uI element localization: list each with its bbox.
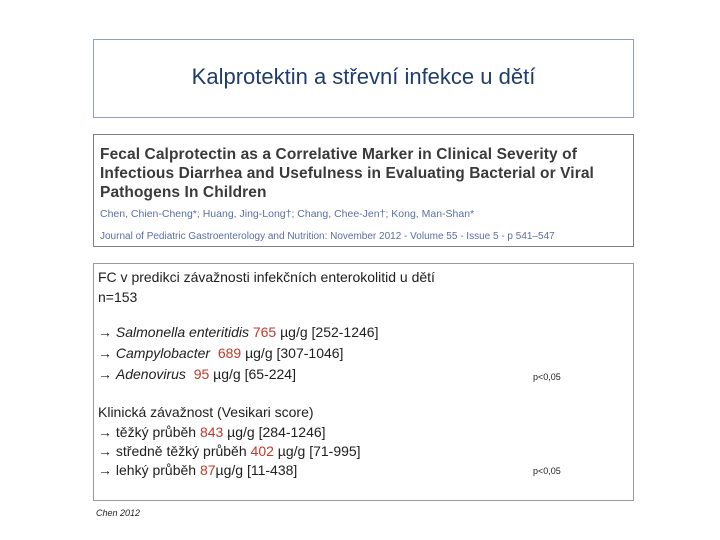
pathogen-value: 765 <box>252 324 277 340</box>
severity-range: µg/g [11-438] <box>215 462 298 478</box>
pathogen-name: Campylobacter <box>115 345 211 361</box>
source-footnote: Chen 2012 <box>96 508 141 518</box>
arrow: → <box>98 345 116 361</box>
arrow: → <box>98 324 116 340</box>
pathogen-row <box>98 365 296 385</box>
p-value-pathogens: p<0,05 <box>533 372 561 382</box>
pathogen-row <box>98 344 343 364</box>
pathogen-name: Adenovirus <box>115 366 186 382</box>
arrow: → <box>98 366 116 382</box>
severity-range: µg/g [284-1246] <box>223 424 326 440</box>
severity-range: µg/g [71-995] <box>273 443 361 459</box>
pathogen-range: µg/g [307-1046] <box>241 345 344 361</box>
intro-line-2: n=153 <box>98 289 138 305</box>
paper-citation-image <box>93 134 634 247</box>
pathogen-range: µg/g [65-224] <box>209 366 296 382</box>
pathogen-value: 689 <box>217 345 242 361</box>
pathogen-range: µg/g [252-1246] <box>276 324 379 340</box>
severity-row <box>98 423 326 443</box>
severity-label: → středně těžký průběh <box>98 443 251 459</box>
severity-heading: Klinická závažnost (Vesikari score) <box>98 404 314 420</box>
paper-title: Fecal Calprotectin as a Correlative Marker in Clinical Severity of Infectious Diarrhea and Usefulness in Evaluating Bacterial or Viral Pathogens In Children <box>100 146 594 201</box>
pathogen-value: 95 <box>193 366 210 382</box>
pathogen-row <box>98 323 378 343</box>
p-value-severity: p<0,05 <box>533 466 561 476</box>
pathogen-name: Salmonella enteritidis <box>115 324 249 340</box>
paper-authors: Chen, Chien-Cheng*; Huang, Jing-Long†; Chang, Chee-Jen†; Kong, Man-Shan* <box>100 208 475 220</box>
title-box <box>93 39 634 118</box>
severity-label: → těžký průběh <box>98 424 200 440</box>
severity-value: 402 <box>250 443 274 459</box>
severity-value: 87 <box>199 462 216 478</box>
severity-row <box>98 442 361 462</box>
severity-value: 843 <box>199 424 224 440</box>
paper-journal: Journal of Pediatric Gastroenterology and Nutrition: November 2012 - Volume 55 - Issue 5 - p 541–547 <box>100 231 555 242</box>
intro-line-1: FC v predikci závažnosti infekčních enterokolitid u dětí <box>98 269 435 285</box>
slide-title: Kalprotektin a střevní infekce u dětí <box>191 64 536 89</box>
severity-label: → lehký průběh <box>98 462 200 478</box>
severity-row <box>98 461 297 481</box>
